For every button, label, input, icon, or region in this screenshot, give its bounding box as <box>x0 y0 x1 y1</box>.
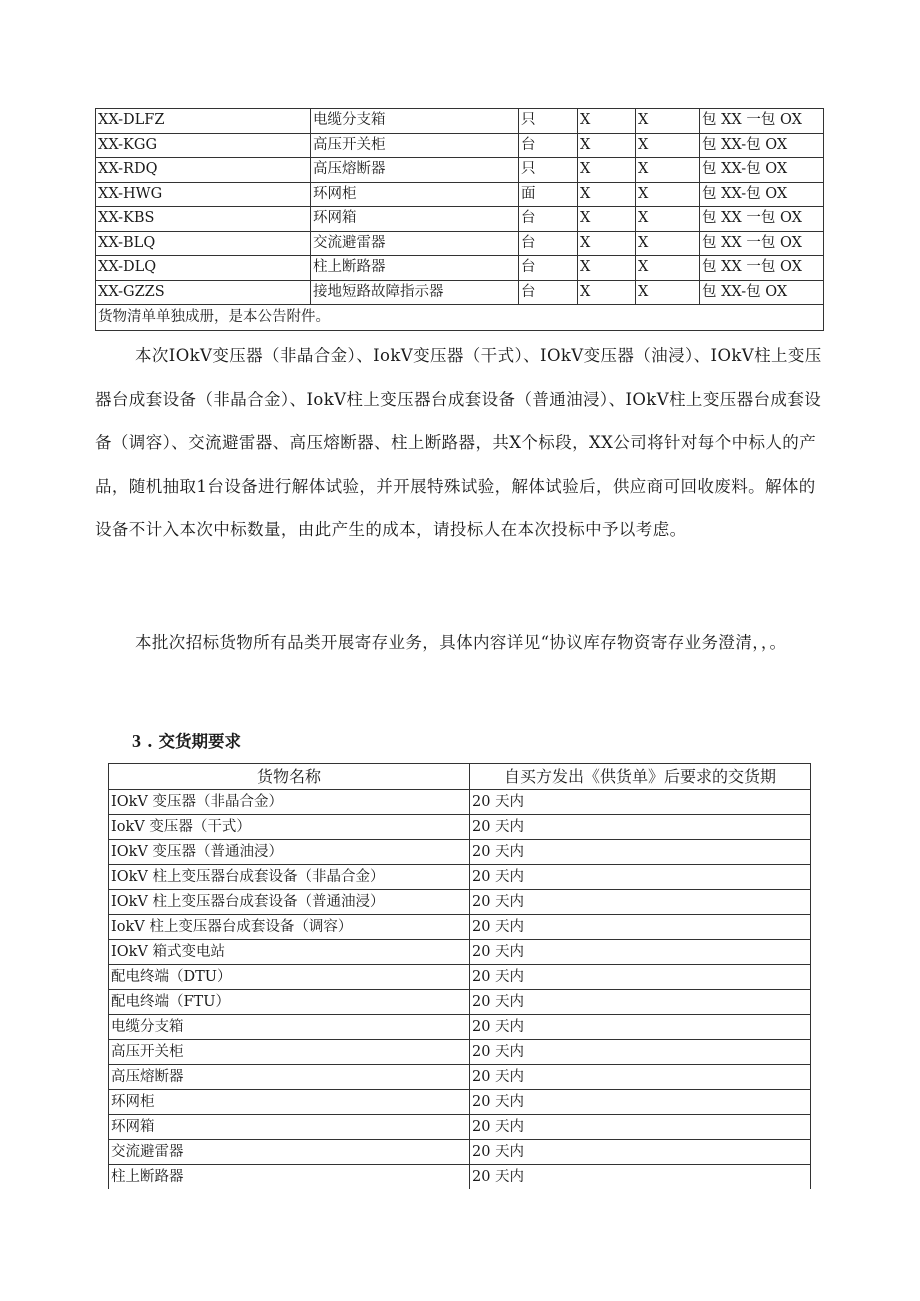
product-name: 柱上断路器 <box>311 256 519 281</box>
goods-name: IOkV 变压器（普通油浸） <box>109 840 470 865</box>
table-row <box>109 915 811 940</box>
delivery-period: 20 天内 <box>470 1090 811 1115</box>
delivery-period: 20 天内 <box>470 1140 811 1165</box>
table-row <box>109 815 811 840</box>
table-note: 货物清单单独成册，是本公告附件。 <box>96 305 824 331</box>
table-row <box>109 965 811 990</box>
table-row <box>109 890 811 915</box>
table-row <box>96 109 824 134</box>
product-unit: 台 <box>519 256 578 281</box>
table-row <box>109 1065 811 1090</box>
product-unit: 台 <box>519 133 578 158</box>
goods-name: 高压开关柜 <box>109 1040 470 1065</box>
product-package: 包 XX 一包 OX <box>700 256 824 281</box>
goods-name: IOkV 柱上变压器台成套设备（非晶合金） <box>109 865 470 890</box>
table-row <box>96 158 824 183</box>
table-row <box>109 1140 811 1165</box>
delivery-period: 20 天内 <box>470 1165 811 1190</box>
goods-name: IokV 柱上变压器台成套设备（调容） <box>109 915 470 940</box>
delivery-period: 20 天内 <box>470 790 811 815</box>
goods-name: 柱上断路器 <box>109 1165 470 1190</box>
goods-name: 配电终端（DTU） <box>109 965 470 990</box>
product-table <box>95 108 824 331</box>
product-package: 包 XX-包 OX <box>700 280 824 305</box>
table-row <box>109 940 811 965</box>
product-unit: 只 <box>519 109 578 134</box>
delivery-table <box>108 763 811 1189</box>
product-qty2: X <box>636 280 700 305</box>
delivery-period: 20 天内 <box>470 990 811 1015</box>
product-name: 交流避雷器 <box>311 231 519 256</box>
product-code: XX-DLQ <box>96 256 311 281</box>
product-package: 包 XX 一包 OX <box>700 109 824 134</box>
product-unit: 只 <box>519 158 578 183</box>
product-qty2: X <box>636 109 700 134</box>
product-unit: 面 <box>519 182 578 207</box>
product-qty2: X <box>636 133 700 158</box>
product-code: XX-RDQ <box>96 158 311 183</box>
delivery-period: 20 天内 <box>470 865 811 890</box>
table-row <box>109 840 811 865</box>
delivery-period: 20 天内 <box>470 915 811 940</box>
product-qty2: X <box>636 231 700 256</box>
product-name: 接地短路故障指示器 <box>311 280 519 305</box>
table-header-row <box>109 764 811 790</box>
goods-name: IokV 变压器（干式） <box>109 815 470 840</box>
goods-name: 环网柜 <box>109 1090 470 1115</box>
product-name: 高压熔断器 <box>311 158 519 183</box>
product-qty1: X <box>578 280 636 305</box>
goods-name: 电缆分支箱 <box>109 1015 470 1040</box>
product-code: XX-DLFZ <box>96 109 311 134</box>
product-qty1: X <box>578 256 636 281</box>
paragraph-consignment: 本批次招标货物所有品类开展寄存业务，具体内容详见“协议库存物资寄存业务澄清，，。 <box>135 633 787 652</box>
product-qty2: X <box>636 207 700 232</box>
product-name: 环网箱 <box>311 207 519 232</box>
table-row <box>96 256 824 281</box>
product-name: 电缆分支箱 <box>311 109 519 134</box>
delivery-period: 20 天内 <box>470 1115 811 1140</box>
table-row <box>96 182 824 207</box>
product-package: 包 XX 一包 OX <box>700 231 824 256</box>
goods-name: IOkV 变压器（非晶合金） <box>109 790 470 815</box>
product-qty2: X <box>636 256 700 281</box>
product-qty1: X <box>578 158 636 183</box>
product-unit: 台 <box>519 280 578 305</box>
product-qty2: X <box>636 182 700 207</box>
table-row <box>109 1040 811 1065</box>
product-qty1: X <box>578 109 636 134</box>
goods-name: 高压熔断器 <box>109 1065 470 1090</box>
product-qty1: X <box>578 182 636 207</box>
section-title: . 交货期要求 <box>147 732 241 751</box>
product-code: XX-HWG <box>96 182 311 207</box>
delivery-period: 20 天内 <box>470 815 811 840</box>
product-package: 包 XX 一包 OX <box>700 207 824 232</box>
goods-name: 环网箱 <box>109 1115 470 1140</box>
delivery-period: 20 天内 <box>470 1040 811 1065</box>
product-name: 高压开关柜 <box>311 133 519 158</box>
delivery-period: 20 天内 <box>470 1015 811 1040</box>
goods-name: IOkV 箱式变电站 <box>109 940 470 965</box>
delivery-period: 20 天内 <box>470 1065 811 1090</box>
delivery-period: 20 天内 <box>470 890 811 915</box>
product-qty2: X <box>636 158 700 183</box>
section-number: 3 <box>132 731 141 751</box>
product-code: XX-GZZS <box>96 280 311 305</box>
product-unit: 台 <box>519 207 578 232</box>
table-row <box>96 231 824 256</box>
product-code: XX-KBS <box>96 207 311 232</box>
product-qty1: X <box>578 231 636 256</box>
table-row <box>109 1115 811 1140</box>
product-code: XX-BLQ <box>96 231 311 256</box>
section-heading <box>132 728 241 752</box>
table-row <box>109 790 811 815</box>
table-row <box>109 1090 811 1115</box>
goods-name: 交流避雷器 <box>109 1140 470 1165</box>
product-package: 包 XX-包 OX <box>700 182 824 207</box>
product-unit: 台 <box>519 231 578 256</box>
table-note-row <box>96 305 824 331</box>
table-row <box>109 865 811 890</box>
table-row <box>96 133 824 158</box>
goods-name: IOkV 柱上变压器台成套设备（普通油浸） <box>109 890 470 915</box>
product-package: 包 XX-包 OX <box>700 133 824 158</box>
delivery-period: 20 天内 <box>470 940 811 965</box>
product-qty1: X <box>578 207 636 232</box>
product-qty1: X <box>578 133 636 158</box>
table-row <box>96 280 824 305</box>
table-row <box>109 990 811 1015</box>
goods-name: 配电终端（FTU） <box>109 990 470 1015</box>
delivery-period: 20 天内 <box>470 965 811 990</box>
column-header-delivery: 自买方发出《供货单》后要求的交货期 <box>470 764 811 790</box>
table-row <box>109 1015 811 1040</box>
paragraph-disassembly-test: 本次IOkV变压器（非晶合金）、IokV变压器（干式）、IOkV变压器（油浸）、IOkV柱上变压器台成套设备（非晶合金）、IokV柱上变压器台成套设备（普通油浸）、IOkV柱上变压器台成套设备（调容）、交流避雷器、高压熔断器、柱上断路器，共X个标段，XX公司将针对每个中标人的产品，随机抽取1台设备进行解体试验，并开展特殊试验，解体试验后，供应商可回收废料。解体的设备不计入本次中标数量，由此产生的成本，请投标人在本次投标中予以考虑。 <box>95 346 822 539</box>
product-name: 环网柜 <box>311 182 519 207</box>
table-row <box>109 1165 811 1190</box>
product-package: 包 XX-包 OX <box>700 158 824 183</box>
product-code: XX-KGG <box>96 133 311 158</box>
column-header-goods: 货物名称 <box>109 764 470 790</box>
table-row <box>96 207 824 232</box>
delivery-period: 20 天内 <box>470 840 811 865</box>
